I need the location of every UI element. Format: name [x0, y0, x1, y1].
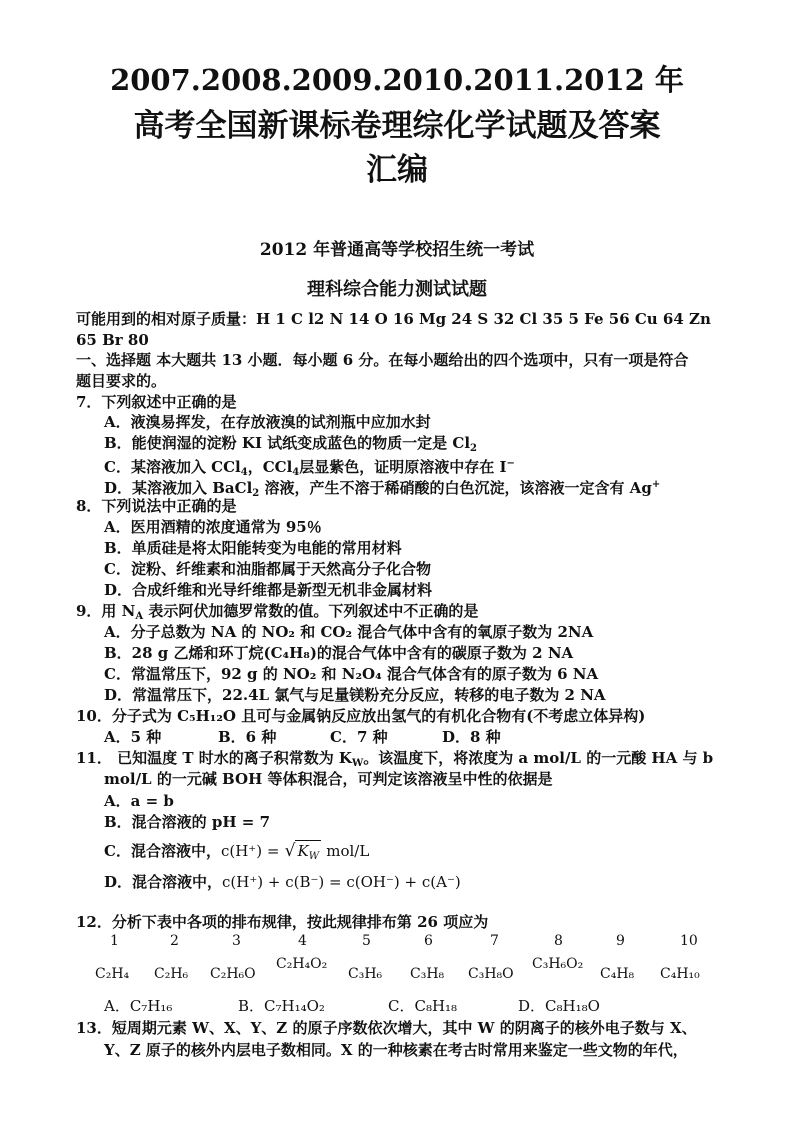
q11-option-b: B．混合溶液的 pH = 7 [104, 813, 271, 831]
atomic-masses-line2: 65 Br 80 [76, 331, 149, 349]
q12-item-formula: C₂H₄ [95, 966, 130, 982]
q7-option-b: B．能使润湿的淀粉 KI 试纸变成蓝色的物质一定是 $Cl_2$ [104, 434, 478, 454]
q8-option-b: B．单质硅是将太阳能转变为电能的常用材料 [104, 539, 402, 557]
q12-item-number: 1 [110, 933, 119, 949]
q11-option-a: A．a = b [104, 792, 174, 810]
q9-option-d: D．常温常压下，22.4L 氯气与足量镁粉充分反应，转移的电子数为 2 NA [104, 686, 606, 704]
q12-option-b: B．C₇H₁₄O₂ [238, 997, 325, 1015]
q12-item-formula: C₃H₆O₂ [532, 956, 584, 972]
q7-option-c: C．某溶液加入 CCl$_4$，CCl$_4$层显紫色，证明原溶液中存在 I− [104, 458, 515, 478]
q12-item-number: 4 [298, 933, 307, 949]
q11-stem-line2: mol/L 的一元碱 BOH 等体积混合，可判定该溶液呈中性的依据是 [104, 770, 553, 788]
q8-option-a: A．医用酒精的浓度通常为 95％ [104, 518, 322, 536]
q8-option-d: D．合成纤维和光导纤维都是新型无机非金属材料 [104, 581, 433, 599]
q12-item-formula: C₂H₆ [154, 966, 189, 982]
q9-option-b: B．28 g 乙烯和环丁烷(C₄H₈)的混合气体中含有的碳原子数为 2 NA [104, 644, 574, 662]
q12-item-formula: C₃H₆ [348, 966, 383, 982]
q11-option-c: C．混合溶液中，c(H⁺) = √ $K_W$ mol/L [104, 841, 370, 862]
doc-title-line3: 汇编 [366, 152, 428, 188]
q12-item-formula: C₃H₈ [410, 966, 445, 982]
section-intro-line1: 一、选择题 本大题共 13 小题．每小题 6 分。在每小题给出的四个选项中，只有一项是符合 [76, 351, 689, 369]
q13-stem-line2: Y、Z 原子的核外内层电子数相同。X 的一种核素在考古时常用来鉴定一些文物的年代， [104, 1041, 688, 1059]
q13-stem-line1: 13．短周期元素 W、X、Y、Z 的原子序数依次增大，其中 W 的阴离子的核外电子数与 X、 [76, 1019, 697, 1037]
q7-option-a: A．液溴易挥发，在存放液溴的试剂瓶中应加水封 [104, 413, 431, 431]
q11-stem-line1: 11． 已知温度 T 时水的离子积常数为 $K_W$。该温度下，将浓度为 a mol/L 的一元酸 HA 与 b [76, 749, 714, 769]
exam-title: 2012 年普通高等学校招生统一考试 [259, 240, 535, 260]
q9-stem: 9．用 $N_A$ 表示阿伏加德罗常数的值。下列叙述中不正确的是 [76, 602, 479, 622]
atomic-masses-line1: 可能用到的相对原子质量：H 1 C l2 N 14 O 16 Mg 24 S 32 Cl 35 5 Fe 56 Cu 64 Zn [76, 310, 711, 328]
section-intro-line2: 题目要求的。 [76, 372, 167, 390]
q10-option-d: D．8 种 [442, 728, 501, 746]
q12-option-d: D．C₈H₁₈O [518, 997, 600, 1015]
q12-option-c: C．C₈H₁₈ [388, 997, 458, 1015]
q12-item-number: 3 [232, 933, 241, 949]
exam-subtitle: 理科综合能力测试试题 [307, 279, 487, 300]
q10-option-c: C．7 种 [330, 728, 388, 746]
q10-stem: 10．分子式为 C₅H₁₂O 且可与金属钠反应放出氢气的有机化合物有(不考虑立体异构) [76, 707, 646, 725]
q12-item-number: 5 [362, 933, 371, 949]
q9-option-a: A．分子总数为 NA 的 NO₂ 和 CO₂ 混合气体中含有的氧原子数为 2NA [104, 623, 594, 641]
q12-item-number: 10 [680, 933, 698, 949]
q12-item-formula: C₄H₁₀ [660, 966, 700, 982]
q12-item-number: 8 [554, 933, 563, 949]
q12-item-formula: C₂H₄O₂ [276, 956, 328, 972]
q12-option-a: A．C₇H₁₆ [104, 997, 173, 1015]
q12-item-number: 7 [490, 933, 499, 949]
q8-stem: 8．下列说法中正确的是 [76, 497, 237, 515]
q10-option-a: A．5 种 [104, 728, 162, 746]
q10-option-b: B．6 种 [218, 728, 277, 746]
q12-item-formula: C₄H₈ [600, 966, 635, 982]
q7-option-d: D．某溶液加入 BaCl$_2$ 溶液，产生不溶于稀硝酸的白色沉淀，该溶液一定含有 Ag+ [104, 479, 661, 499]
sqrt-symbol: √ [284, 841, 296, 861]
doc-title-line1: 2007.2008.2009.2010.2011.2012 年 [110, 63, 684, 97]
q12-item-number: 2 [170, 933, 179, 949]
q12-item-number: 6 [424, 933, 433, 949]
q12-item-number: 9 [616, 933, 625, 949]
q12-item-formula: C₃H₈O [468, 966, 514, 982]
q12-stem: 12．分析下表中各项的排布规律，按此规律排布第 26 项应为 [76, 913, 489, 931]
q11-option-d: D．混合溶液中，c(H⁺) + c(B⁻) = c(OH⁻) + c(A⁻) [104, 873, 461, 891]
q7-stem: 7．下列叙述中正确的是 [76, 393, 237, 411]
q12-item-formula: C₂H₆O [210, 966, 256, 982]
doc-title-line2: 高考全国新课标卷理综化学试题及答案 [133, 108, 661, 144]
q8-option-c: C．淀粉、纤维素和油脂都属于天然高分子化合物 [104, 560, 431, 578]
q9-option-c: C．常温常压下，92 g 的 NO₂ 和 N₂O₄ 混合气体含有的原子数为 6 NA [104, 665, 599, 683]
